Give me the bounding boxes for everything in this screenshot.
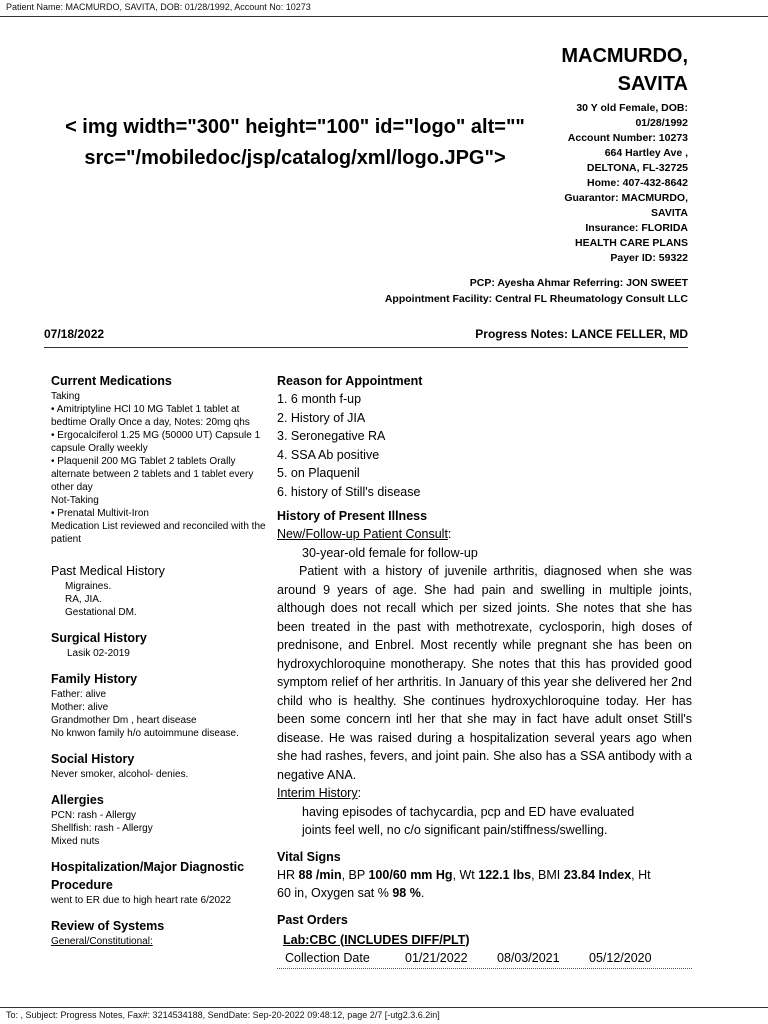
list-item: 4. SSA Ab positive — [277, 447, 380, 462]
hpi-heading: History of Present Illness — [277, 509, 428, 523]
list-item: 2. History of JIA — [277, 410, 366, 425]
family-history-heading: Family History — [51, 672, 138, 686]
progress-notes-provider: Progress Notes: LANCE FELLER, MD — [475, 327, 688, 341]
interim-line: having episodes of tachycardia, pcp and ED have evaluated — [302, 804, 635, 819]
right-column — [277, 372, 692, 969]
lab-cbc-heading: Lab:CBC (INCLUDES DIFF/PLT) — [283, 932, 470, 947]
social-history-heading: Social History — [51, 752, 135, 766]
interim-line: joints feel well, no c/o significant pain/stiffness/swelling. — [302, 823, 608, 837]
reason-heading: Reason for Appointment — [277, 374, 423, 388]
vitals-line-1: HR 88 /min, BP 100/60 mm Hg, Wt 122.1 lbs, BMI 23.84 Index, Ht — [277, 867, 651, 882]
list-item: Migraines. — [65, 581, 112, 592]
medication-reconciled-note: Medication List reviewed and reconciled with the patient — [51, 521, 266, 545]
list-item: Never smoker, alcohol- denies. — [51, 769, 189, 780]
medication-item: • Plaquenil 200 MG Tablet 2 tablets Orally alternate between 2 tablets and 1 tablet every other day — [51, 455, 266, 494]
vital-signs-heading: Vital Signs — [277, 849, 341, 864]
orders-header-cell: 01/21/2022 — [405, 951, 468, 965]
hpi-first-line: 30-year-old female for follow-up — [302, 545, 478, 560]
list-item: No knwon family h/o autoimmune disease. — [51, 728, 239, 739]
list-item: Grandmother Dm , heart disease — [51, 715, 197, 726]
fax-footer: To: , Subject: Progress Notes, Fax#: 3214534188, SendDate: Sep-20-2022 09:48:12, page 2/7 [-utg2.3.6.2in] — [6, 1010, 440, 1020]
header-divider — [44, 347, 688, 348]
visit-date: 07/18/2022 — [44, 327, 105, 341]
past-medical-history-heading: Past Medical History — [51, 564, 165, 578]
list-item: Mother: alive — [51, 702, 109, 713]
orders-header-cell: Collection Date — [285, 951, 370, 965]
interim-label-row: Interim History: — [277, 786, 362, 800]
list-item: Gestational DM. — [65, 607, 137, 618]
current-medications-heading: Current Medications — [51, 374, 172, 388]
vitals-line-2: 60 in, Oxygen sat % 98 %. — [277, 886, 425, 900]
consult-label-row: New/Follow-up Patient Consult: — [277, 527, 452, 541]
orders-header-cell: 05/12/2020 — [589, 951, 652, 965]
list-item: 6. history of Still's disease — [277, 484, 421, 499]
top-divider — [0, 16, 768, 17]
list-item: 3. Seronegative RA — [277, 429, 386, 443]
not-taking-label: Not-Taking — [51, 495, 99, 506]
list-item: PCN: rash - Allergy — [51, 810, 137, 821]
medication-item: • Prenatal Multivit-Iron — [51, 507, 266, 520]
patient-info: 30 Y old Female, DOB: 01/28/1992 Account Number: 10273 664 Hartley Ave , DELTONA, FL-32725 Home: 407-432-8642 Guarantor: MACMURDO, SAVITA Insurance: FLORIDA HEALTH CARE PLANS Payer ID: 59322 — [564, 102, 688, 264]
allergies-heading: Allergies — [51, 793, 104, 807]
review-of-systems-heading: Review of Systems — [51, 919, 165, 933]
list-item: Shellfish: rash - Allergy — [51, 823, 153, 834]
top-patient-bar: Patient Name: MACMURDO, SAVITA, DOB: 01/28/1992, Account No: 10273 — [6, 2, 311, 12]
taking-label: Taking — [51, 391, 80, 402]
list-item: 1. 6 month f-up — [277, 392, 362, 406]
left-column — [51, 372, 266, 948]
consult-label: New/Follow-up Patient Consult — [277, 527, 448, 541]
orders-header-row — [277, 949, 692, 969]
footer-divider — [0, 1007, 768, 1008]
orders-header-cell: 08/03/2021 — [497, 951, 560, 965]
pcp-referring-line: PCP: Ayesha Ahmar Referring: JON SWEET — [469, 277, 688, 289]
patient-name: MACMURDO, SAVITA — [561, 45, 688, 95]
interim-label: Interim History — [277, 786, 358, 800]
list-item: Father: alive — [51, 689, 107, 700]
hpi-paragraph: Patient with a history of juvenile arthritis, diagnosed when she was around 9 years of age. She had pain and swelling in multiple joints, although does not recall which per sized joints. She notes that she has been treated in the past with methotrexate, cyclosporin, high doses of prednisone, and Enbrel. Most recently while pregnant she has been on hydroxychloroquine monotherapy. She notes that this has provided good symptom relief of her arthritis. In January of this year she delivered her 2nd child who is healthy. She continues hydroxychloroquine today. Her has been some concern intl her that she may in fact have adult onset Still's disease. He was raised during a hospitalization several years ago when she had rashes, fevers, and joint pain. She also has a SSA antibody with a negative ANA. — [277, 564, 692, 782]
medication-item: • Ergocalciferol 1.25 MG (50000 UT) Capsule 1 capsule Orally weekly — [51, 429, 266, 455]
past-orders-heading: Past Orders — [277, 912, 348, 927]
ros-general-constitutional: General/Constitutional: — [51, 936, 153, 947]
surgical-history-heading: Surgical History — [51, 631, 147, 645]
hospitalization-heading: Hospitalization/Major Diagnostic Procedure — [51, 860, 245, 892]
list-item: 5. on Plaquenil — [277, 466, 360, 480]
logo-placeholder-text: < img width="300" height="100" id="logo" alt="" src="/mobiledoc/jsp/catalog/xml/logo.JPG"> — [65, 116, 525, 169]
list-item: Mixed nuts — [51, 836, 100, 847]
list-item: Lasik 02-2019 — [67, 648, 130, 659]
list-item: RA, JIA. — [65, 594, 102, 605]
appointment-facility: Appointment Facility: Central FL Rheumatology Consult LLC — [384, 293, 688, 305]
list-item: went to ER due to high heart rate 6/2022 — [51, 895, 232, 906]
medication-item: • Amitriptyline HCl 10 MG Tablet 1 tablet at bedtime Orally Once a day, Notes: 20mg qhs — [51, 403, 266, 429]
